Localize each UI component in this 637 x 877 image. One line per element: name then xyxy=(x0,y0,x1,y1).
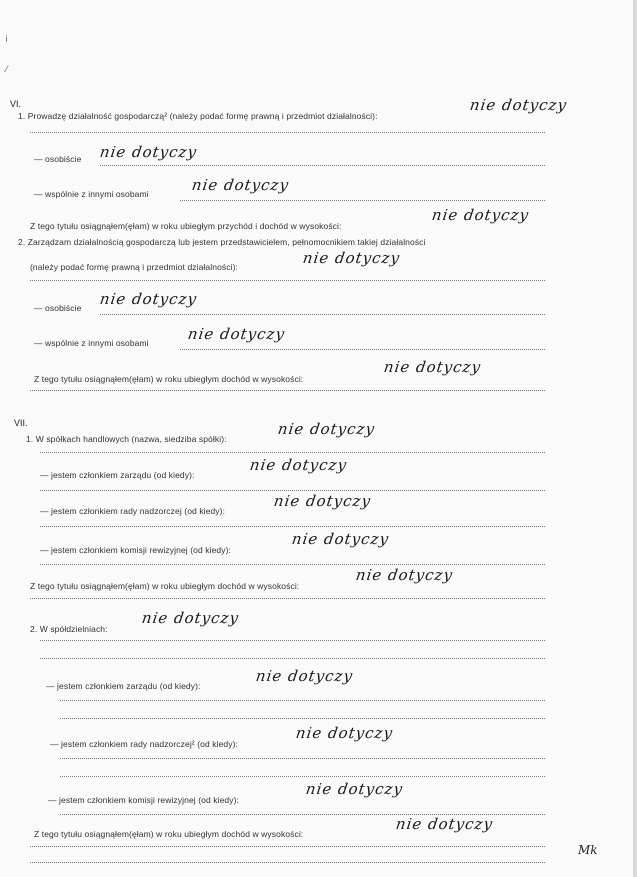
vii-q2-audit-label: — jestem członkiem komisji rewizyjnej (od kiedy): xyxy=(48,795,240,805)
vi-q2-label-line2: (należy podać formę prawną i przedmiot działalności): xyxy=(30,262,238,272)
dotted-line xyxy=(40,640,545,641)
vii-q1-board-label: — jestem członkiem zarządu (od kiedy): xyxy=(40,470,195,480)
dotted-line xyxy=(180,200,545,201)
vi-q1-income-label: Z tego tytułu osiągnąłem(ęłam) w roku ubiegłym przychód i dochód w wysokości: xyxy=(30,221,342,231)
vii-q2-board-label: — jestem członkiem zarządu (od kiedy): xyxy=(46,681,201,691)
vii-q2-audit-answer: nie dotyczy xyxy=(304,780,405,798)
vii-q2-income-answer: nie dotyczy xyxy=(394,815,495,833)
dotted-line xyxy=(30,132,545,133)
vi-q1-jointly-answer: nie dotyczy xyxy=(190,176,291,194)
dotted-line xyxy=(60,758,545,759)
vi-q2-income-label: Z tego tytułu osiągnąłem(ęłam) w roku ubiegłym dochód w wysokości: xyxy=(34,374,304,384)
dotted-line xyxy=(40,564,545,565)
vii-q1-answer: nie dotyczy xyxy=(276,420,377,438)
vii-q2-supervisory-answer: nie dotyczy xyxy=(294,724,395,742)
vii-q1-audit-label: — jestem członkiem komisji rewizyjnej (od kiedy): xyxy=(40,545,232,555)
vii-q2-label: 2. W spółdzielniach: xyxy=(30,624,108,634)
vi-q2-personally-label: — osobiście xyxy=(34,303,82,313)
page-edge xyxy=(633,0,637,877)
page-initials: Mk xyxy=(578,843,598,857)
dotted-line xyxy=(30,846,545,847)
vi-q1-answer: nie dotyczy xyxy=(468,96,569,114)
vii-q1-income-answer: nie dotyczy xyxy=(354,566,455,584)
vii-q1-audit-answer: nie dotyczy xyxy=(290,530,391,548)
vi-q1-income-answer: nie dotyczy xyxy=(430,206,531,224)
dotted-line xyxy=(40,526,545,527)
dotted-line xyxy=(40,490,545,491)
vii-q2-answer: nie dotyczy xyxy=(140,609,241,627)
dotted-line xyxy=(60,700,545,701)
vi-q1-personally-answer: nie dotyczy xyxy=(98,143,199,161)
vi-q1-label: 1. Prowadzę działalność gospodarczą² (należy podać formę prawną i przedmiot działalności): xyxy=(18,111,378,121)
dotted-line xyxy=(30,598,545,599)
dotted-line xyxy=(40,658,545,659)
vi-q2-income-answer: nie dotyczy xyxy=(382,358,483,376)
vi-q2-answer: nie dotyczy xyxy=(301,249,402,267)
dotted-line xyxy=(100,165,545,166)
vi-q2-jointly-label: — wspólnie z innymi osobami xyxy=(34,338,149,348)
dotted-line xyxy=(60,776,545,777)
vii-q1-board-answer: nie dotyczy xyxy=(248,456,349,474)
vi-q2-jointly-answer: nie dotyczy xyxy=(186,325,287,343)
margin-mark: ⁄ xyxy=(6,64,8,74)
dotted-line xyxy=(30,862,545,863)
vi-q1-personally-label: — osobiście xyxy=(34,154,82,164)
vi-q1-jointly-label: — wspólnie z innymi osobami xyxy=(34,189,149,199)
dotted-line xyxy=(60,718,545,719)
section-vi-heading: VI. xyxy=(10,99,22,109)
vii-q2-board-answer: nie dotyczy xyxy=(254,667,355,685)
dotted-line xyxy=(180,349,545,350)
dotted-line xyxy=(30,280,545,281)
vi-q2-personally-answer: nie dotyczy xyxy=(98,290,199,308)
vii-q2-income-label: Z tego tytułu osiągnąłem(ęłam) w roku ubiegłym dochód w wysokości: xyxy=(34,829,304,839)
dotted-line xyxy=(100,314,545,315)
vii-q1-label: 1. W spółkach handlowych (nazwa, siedziba spółki): xyxy=(26,434,227,444)
vi-q2-label-line1: 2. Zarządzam działalnością gospodarczą lub jestem przedstawicielem, pełnomocnikiem takiej działalności xyxy=(18,237,426,247)
vii-q2-supervisory-label: — jestem członkiem rady nadzorczej² (od kiedy): xyxy=(50,739,238,749)
vii-q1-income-label: Z tego tytułu osiągnąłem(ęłam) w roku ubiegłym dochód w wysokości: xyxy=(30,581,300,591)
margin-mark: ¡ xyxy=(5,32,8,42)
dotted-line xyxy=(40,452,545,453)
vii-q1-supervisory-answer: nie dotyczy xyxy=(272,492,373,510)
section-vii-heading: VII. xyxy=(14,418,28,428)
dotted-line xyxy=(30,390,545,391)
vii-q1-supervisory-label: — jestem członkiem rady nadzorczej (od kiedy): xyxy=(40,506,226,516)
